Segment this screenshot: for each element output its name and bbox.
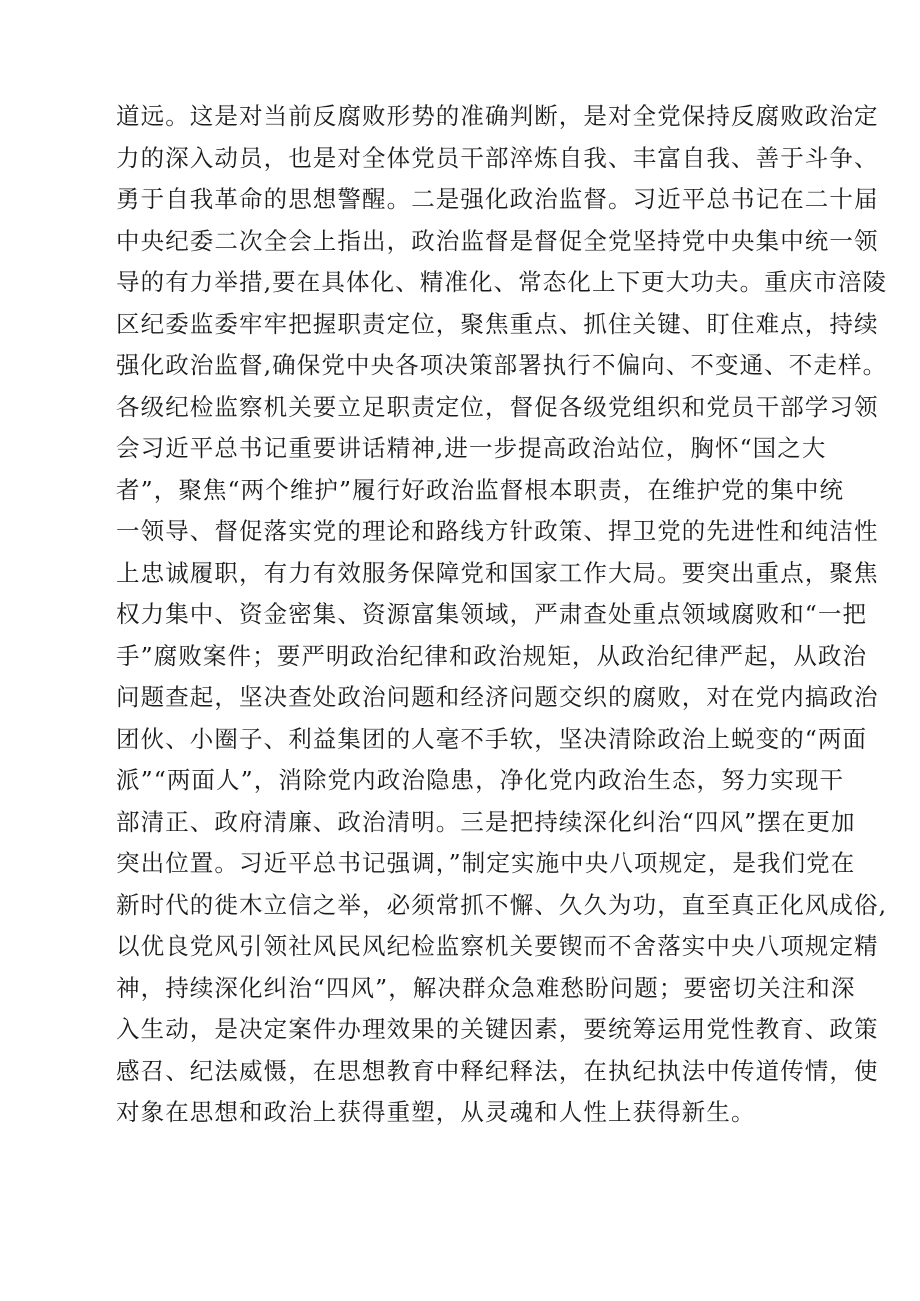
text-line: 导的有力举措,要在具体化、精准化、常态化上下更大功夫。重庆市涪陵: [116, 268, 888, 296]
text-line: 者”，聚焦“两个维护”履行好政治监督根本职责，在维护党的集中统: [116, 475, 845, 504]
text-line: 感召、纪法威慑，在思想教育中释纪释法，在执纪执法中传道传情，使: [116, 1056, 879, 1085]
text-line: 区纪委监委牢牢把握职责定位，聚焦重点、抓住关键、盯住难点，持续: [116, 309, 879, 338]
text-line: 神，持续深化纠治“四风”，解决群众急难愁盼问题；要密切关注和深: [116, 973, 856, 1002]
text-line: 上忠诚履职，有力有效服务保障党和国家工作大局。要突出重点，聚焦: [116, 558, 879, 587]
text-line: 各级纪检监察机关要立足职责定位，督促各级党组织和党员干部学习领: [116, 392, 879, 421]
text-line: 权力集中、资金密集、资源富集领域，严肃查处重点领域腐败和“一把: [116, 600, 868, 628]
text-line: 中央纪委二次全会上指出，政治监督是督促全党坚持党中央集中统一领: [116, 226, 879, 255]
text-line: 问题查起，坚决查处政治问题和经济问题交织的腐败，对在党内搞政治: [116, 683, 879, 711]
text-line: 会习近平总书记重要讲话精神,进一步提高政治站位，胸怀“国之大: [116, 434, 827, 462]
text-line: 强化政治监督,确保党中央各项决策部署执行不偏向、不变通、不走样。: [116, 351, 888, 379]
text-line: 新时代的徙木立信之举，必须常抓不懈、久久为功，直至真正化风成俗,: [116, 890, 888, 919]
text-line: 道远。这是对当前反腐败形势的准确判断，是对全党保持反腐败政治定: [116, 102, 879, 130]
text-line: 手”腐败案件；要严明政治纪律和政治规矩，从政治纪律严起，从政治: [116, 641, 868, 670]
text-line: 部清正、政府清廉、政治清明。三是把持续深化纠治“四风”摆在更加: [116, 807, 856, 836]
body-text: [116, 96, 888, 1134]
text-line: 力的深入动员，也是对全体党员干部淬炼自我、丰富自我、善于斗争、: [116, 143, 879, 172]
text-line: 突出位置。习近平总书记强调，”制定实施中央八项规定，是我们党在: [116, 849, 856, 877]
text-line: 团伙、小圈子、利益集团的人毫不手软，坚决清除政治上蜕变的“两面: [116, 724, 868, 753]
text-line: 勇于自我革命的思想警醒。二是强化政治监督。习近平总书记在二十届: [116, 185, 879, 213]
text-line: 以优良党风引领社风民风纪检监察机关要锲而不舍落实中央八项规定精: [116, 932, 879, 960]
text-line: 一领导、督促落实党的理论和路线方针政策、捍卫党的先进性和纯洁性: [116, 517, 879, 545]
text-line: 对象在思想和政治上获得重塑，从灵魂和人性上获得新生。: [116, 1098, 756, 1126]
text-line: 派”“两面人”，消除党内政治隐患，净化党内政治生态，努力实现干: [116, 766, 845, 794]
text-line: 入生动，是决定案件办理效果的关键因素，要统筹运用党性教育、政策: [116, 1015, 879, 1043]
